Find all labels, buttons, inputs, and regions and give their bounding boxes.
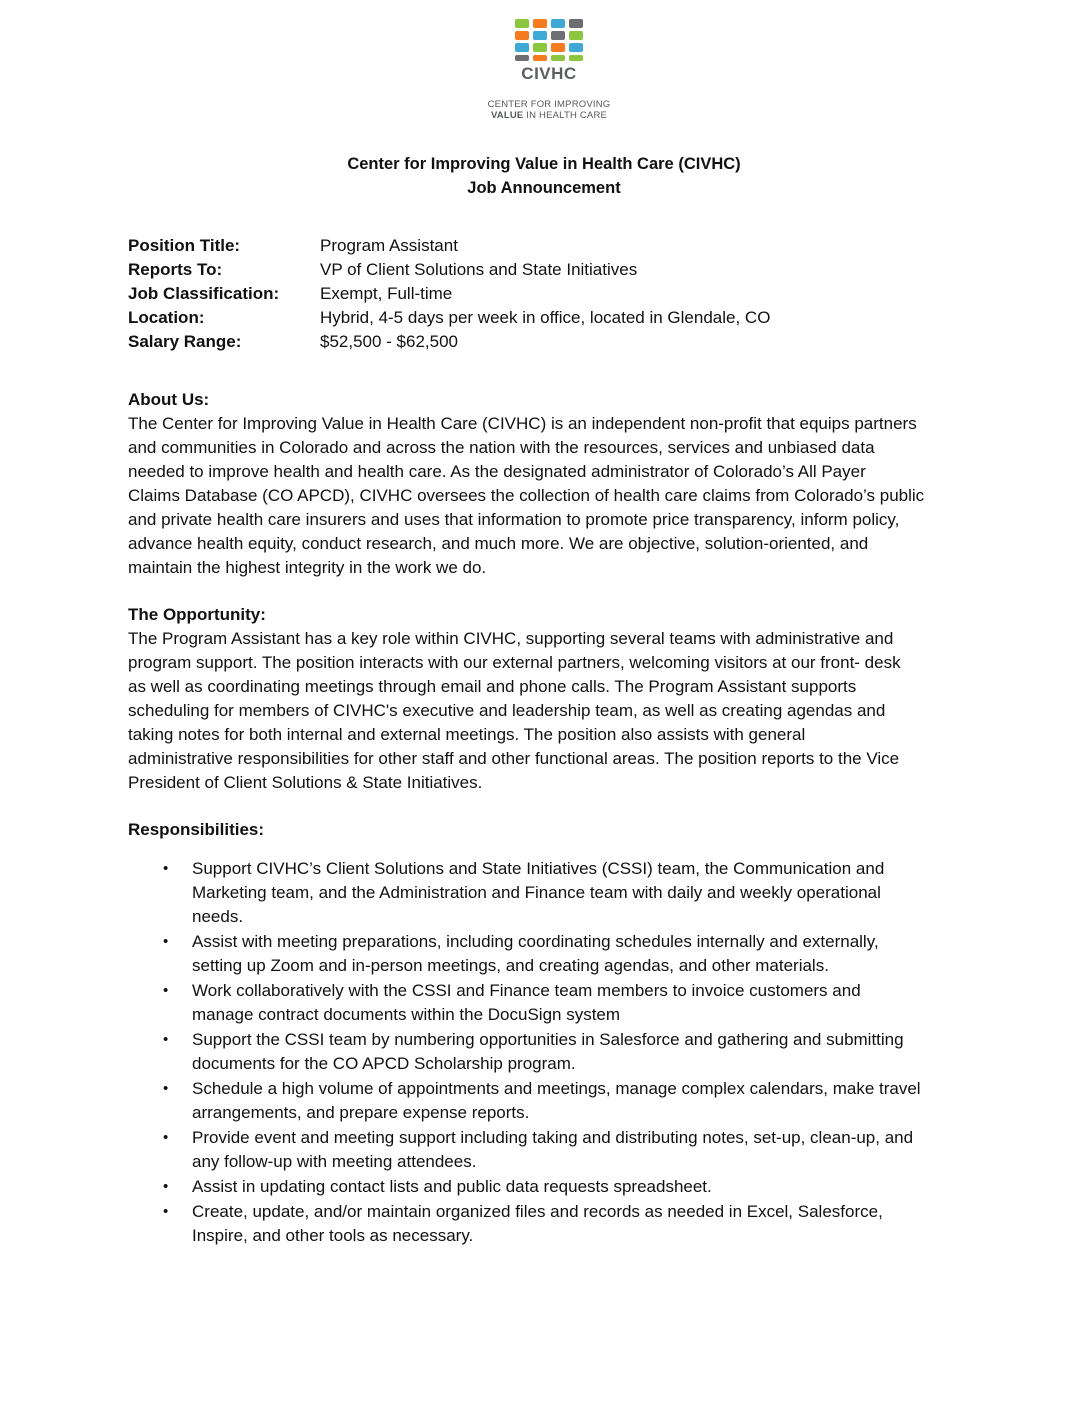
detail-label: Salary Range: [128,332,242,351]
detail-label: Reports To: [128,260,223,279]
list-item-line: arrangements, and prepare expense reports. [192,1103,530,1122]
list-item [128,857,988,929]
about-line: needed to improve health and health care. As the designated administrator of Colorado’s All Payer [128,462,866,481]
responsibilities-list [128,857,988,1249]
logo-tagline-line2 [484,110,614,121]
bullet-icon: • [163,1203,169,1220]
civhc-logo [484,18,614,121]
list-item-line: needs. [192,907,244,926]
about-line: Claims Database (CO APCD), CIVHC oversees the collection of health care claims from Colorado’s public [128,486,925,505]
list-item [128,1175,988,1199]
about-line: The Center for Improving Value in Health Care (CIVHC) is an independent non-profit that equips partners [128,414,917,433]
about-heading: About Us: [128,390,210,409]
opportunity-line: scheduling for members of CIVHC's executive and leadership team, as well as creating agendas and [128,701,886,720]
opportunity-line: The Program Assistant has a key role within CIVHC, supporting several teams with administrative and [128,629,894,648]
opportunity-section [128,603,968,795]
list-item-line: Provide event and meeting support including taking and distributing notes, set-up, clean-up, and [192,1128,914,1147]
detail-value: Exempt, Full-time [320,284,453,303]
logo-mark-icon [514,18,584,62]
about-line: and communities in Colorado and across the nation with the resources, services and unbiased data [128,438,875,457]
detail-row [128,258,770,282]
list-item-line: documents for the CO APCD Scholarship program. [192,1054,576,1073]
opportunity-heading: The Opportunity: [128,605,266,624]
detail-value: Hybrid, 4-5 days per week in office, located in Glendale, CO [320,308,771,327]
list-item [128,979,988,1027]
detail-label: Position Title: [128,236,241,255]
list-item-line: Support the CSSI team by numbering opportunities in Salesforce and gathering and submitting [192,1030,904,1049]
bullet-icon: • [163,1129,169,1146]
responsibilities-heading-block [128,818,968,842]
opportunity-line: administrative responsibilities for other staff and other functional areas. The position reports to the Vice [128,749,900,768]
list-item [128,1200,988,1248]
bullet-icon: • [163,1080,169,1097]
list-item-line: setting up Zoom and in-person meetings, and creating agendas, and other materials. [192,956,829,975]
responsibilities-heading: Responsibilities: [128,820,265,839]
opportunity-line: as well as coordinating meetings through email and phone calls. The Program Assistant supports [128,677,857,696]
detail-row [128,282,770,306]
list-item [128,1126,988,1174]
list-item-line: Assist with meeting preparations, including coordinating schedules internally and externally, [192,932,879,951]
list-item-line: any follow-up with meeting attendees. [192,1152,477,1171]
position-details [128,234,770,354]
detail-value: Program Assistant [320,236,458,255]
opportunity-line: program support. The position interacts with our external partners, welcoming visitors at our front- desk [128,653,901,672]
list-item-line: Marketing team, and the Administration and Finance team with daily and weekly operational [192,883,881,902]
title-line-1: Center for Improving Value in Health Care (CIVHC) [347,155,741,173]
document-title [0,152,1088,200]
opportunity-line: President of Client Solutions & State Initiatives. [128,773,483,792]
detail-row [128,330,770,354]
logo-tagline-rest: IN HEALTH CARE [523,110,608,121]
about-section [128,388,968,580]
list-item-line: Schedule a high volume of appointments and meetings, manage complex calendars, make travel [192,1079,921,1098]
detail-row [128,234,770,258]
title-line-2: Job Announcement [467,179,621,197]
about-line: maintain the highest integrity in the work we do. [128,558,487,577]
about-line: advance health equity, conduct research, and much more. We are objective, solution-oriented, and [128,534,869,553]
logo-wordmark: CIVHC [521,64,577,83]
list-item-line: Create, update, and/or maintain organized files and records as needed in Excel, Salesforce, [192,1202,883,1221]
logo-tagline-line1: CENTER FOR IMPROVING [487,99,611,110]
detail-row [128,306,770,330]
list-item-line: Assist in updating contact lists and public data requests spreadsheet. [192,1177,712,1196]
bullet-icon: • [163,933,169,950]
logo-tagline-bold: VALUE [490,110,524,121]
bullet-icon: • [163,1178,169,1195]
about-line: and private health care insurers and uses that information to promote price transparency, inform policy, [128,510,900,529]
list-item-line: Support CIVHC’s Client Solutions and State Initiatives (CSSI) team, the Communication and [192,859,885,878]
bullet-icon: • [163,1031,169,1048]
list-item-line: Inspire, and other tools as necessary. [192,1226,474,1245]
detail-label: Location: [128,308,205,327]
bullet-icon: • [163,982,169,999]
list-item [128,1077,988,1125]
detail-value: $52,500 - $62,500 [320,332,459,351]
list-item [128,930,988,978]
detail-label: Job Classification: [128,284,280,303]
list-item [128,1028,988,1076]
list-item-line: Work collaboratively with the CSSI and Finance team members to invoice customers and [192,981,861,1000]
opportunity-line: taking notes for both internal and external meetings. The position also assists with general [128,725,806,744]
list-item-line: manage contract documents within the DocuSign system [192,1005,621,1024]
detail-value: VP of Client Solutions and State Initiatives [320,260,638,279]
bullet-icon: • [163,860,169,877]
